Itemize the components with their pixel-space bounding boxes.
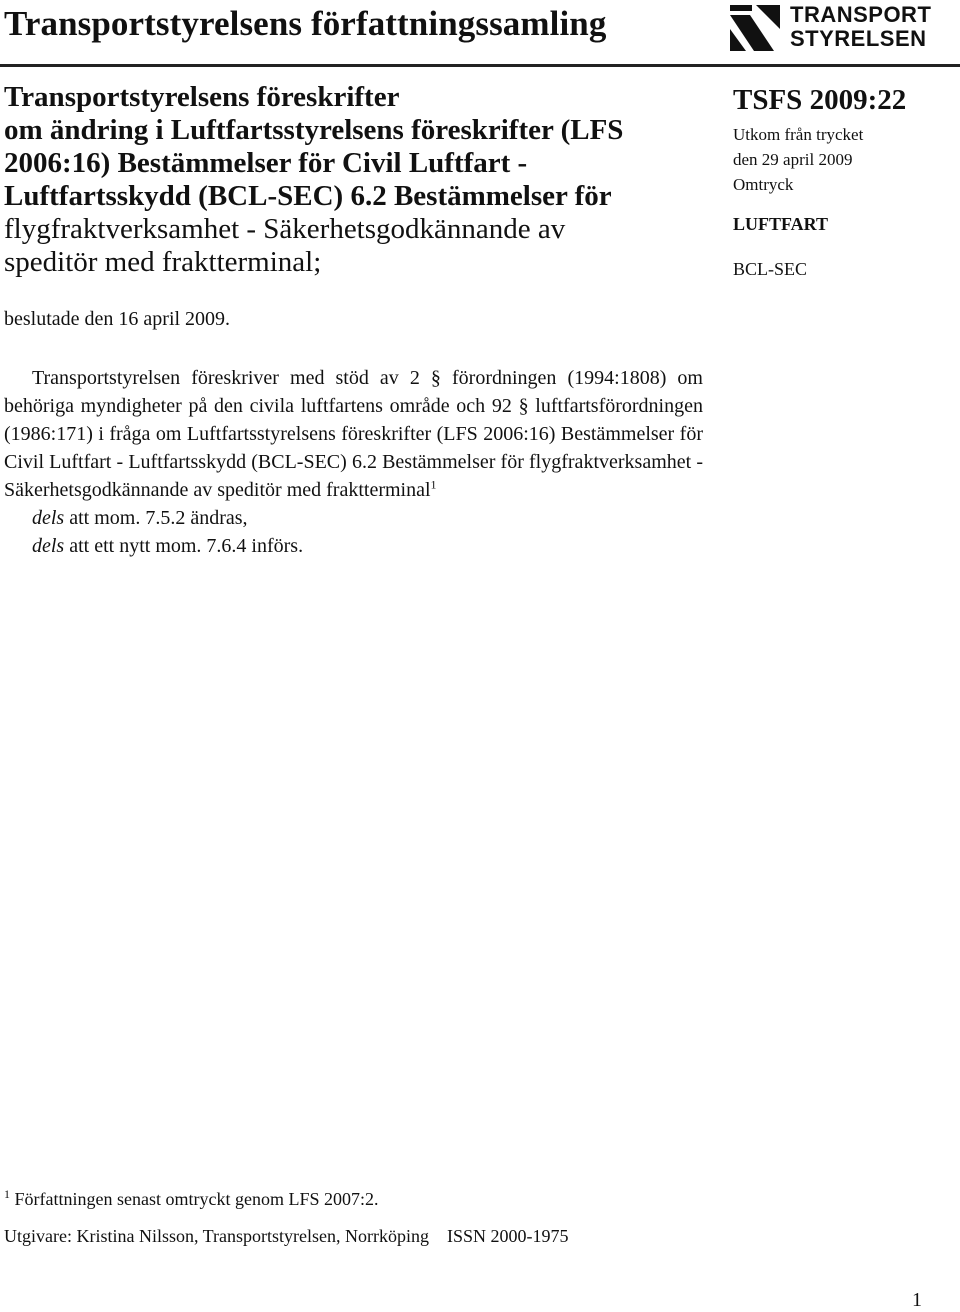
document-title — [4, 81, 704, 279]
logo-mark-icon — [730, 5, 780, 51]
footnote-mark: 1 — [4, 1187, 10, 1201]
page-number: 1 — [912, 1289, 922, 1311]
published-label: Utkom från trycket — [733, 125, 864, 144]
publisher-line — [4, 1226, 568, 1247]
publisher-text: Utgivare: Kristina Nilsson, Transportstyrelsen, Norrköping — [4, 1226, 429, 1246]
footnote-text: Författningen senast omtryckt genom LFS 2007:2. — [10, 1189, 379, 1209]
title-line: speditör med fraktterminal; — [4, 246, 322, 278]
header-rule — [0, 64, 960, 67]
sidebar-metadata — [733, 84, 958, 280]
paragraph-text: Transportstyrelsen föreskriver med stöd av 2 § förordningen (1994:1808) om behöriga myndigheter på den civila luftfartens område och 92 § luftfartsförordningen (1986:171) i fråga om Luftfartsstyrelsens föreskrifter (LFS 2006:16) Bestämmelser för Civil Luftfart - Luftfartsskydd (BCL-SEC) 6.2 Bestämmelser för flygfraktverksamhet - Säkerhetsgodkännande av speditör med fraktterminal — [4, 367, 703, 501]
amendment-text: att mom. 7.5.2 ändras, — [64, 507, 248, 529]
decision-date: beslutade den 16 april 2009. — [4, 308, 231, 330]
document-code: TSFS 2009:22 — [733, 84, 907, 116]
title-line: flygfraktverksamhet - Säkerhetsgodkännande av — [4, 213, 566, 245]
intro-paragraph — [4, 364, 703, 504]
subject-area: LUFTFART — [733, 214, 829, 234]
amendment-text: att ett nytt mom. 7.6.4 införs. — [64, 535, 304, 557]
reprint-label: Omtryck — [733, 175, 794, 194]
logo-text-styrelsen: STYRELSEN — [790, 26, 927, 51]
publication-info — [733, 122, 958, 197]
published-date: den 29 april 2009 — [733, 150, 853, 169]
footnote-reference: 1 — [430, 477, 437, 492]
transportstyrelsen-logo — [730, 4, 936, 52]
subject-subarea: BCL-SEC — [733, 259, 808, 279]
series-title: Transportstyrelsens författningssamling — [4, 4, 607, 43]
title-line: om ändring i Luftfartsstyrelsens föreskrifter (LFS — [4, 114, 624, 146]
amendment-keyword: dels — [32, 535, 65, 557]
footnote — [4, 1189, 378, 1210]
body-text — [4, 364, 703, 560]
title-line: 2006:16) Bestämmelser för Civil Luftfart - — [4, 147, 528, 179]
title-line: Luftfartsskydd (BCL-SEC) 6.2 Bestämmelser för — [4, 180, 612, 212]
title-line: Transportstyrelsens föreskrifter — [4, 81, 400, 113]
amendment-line — [32, 532, 703, 560]
issn: ISSN 2000-1975 — [446, 1226, 569, 1246]
amendment-line — [32, 504, 703, 532]
amendment-keyword: dels — [32, 507, 65, 529]
logo-text-transport: TRANSPORT — [790, 2, 932, 27]
